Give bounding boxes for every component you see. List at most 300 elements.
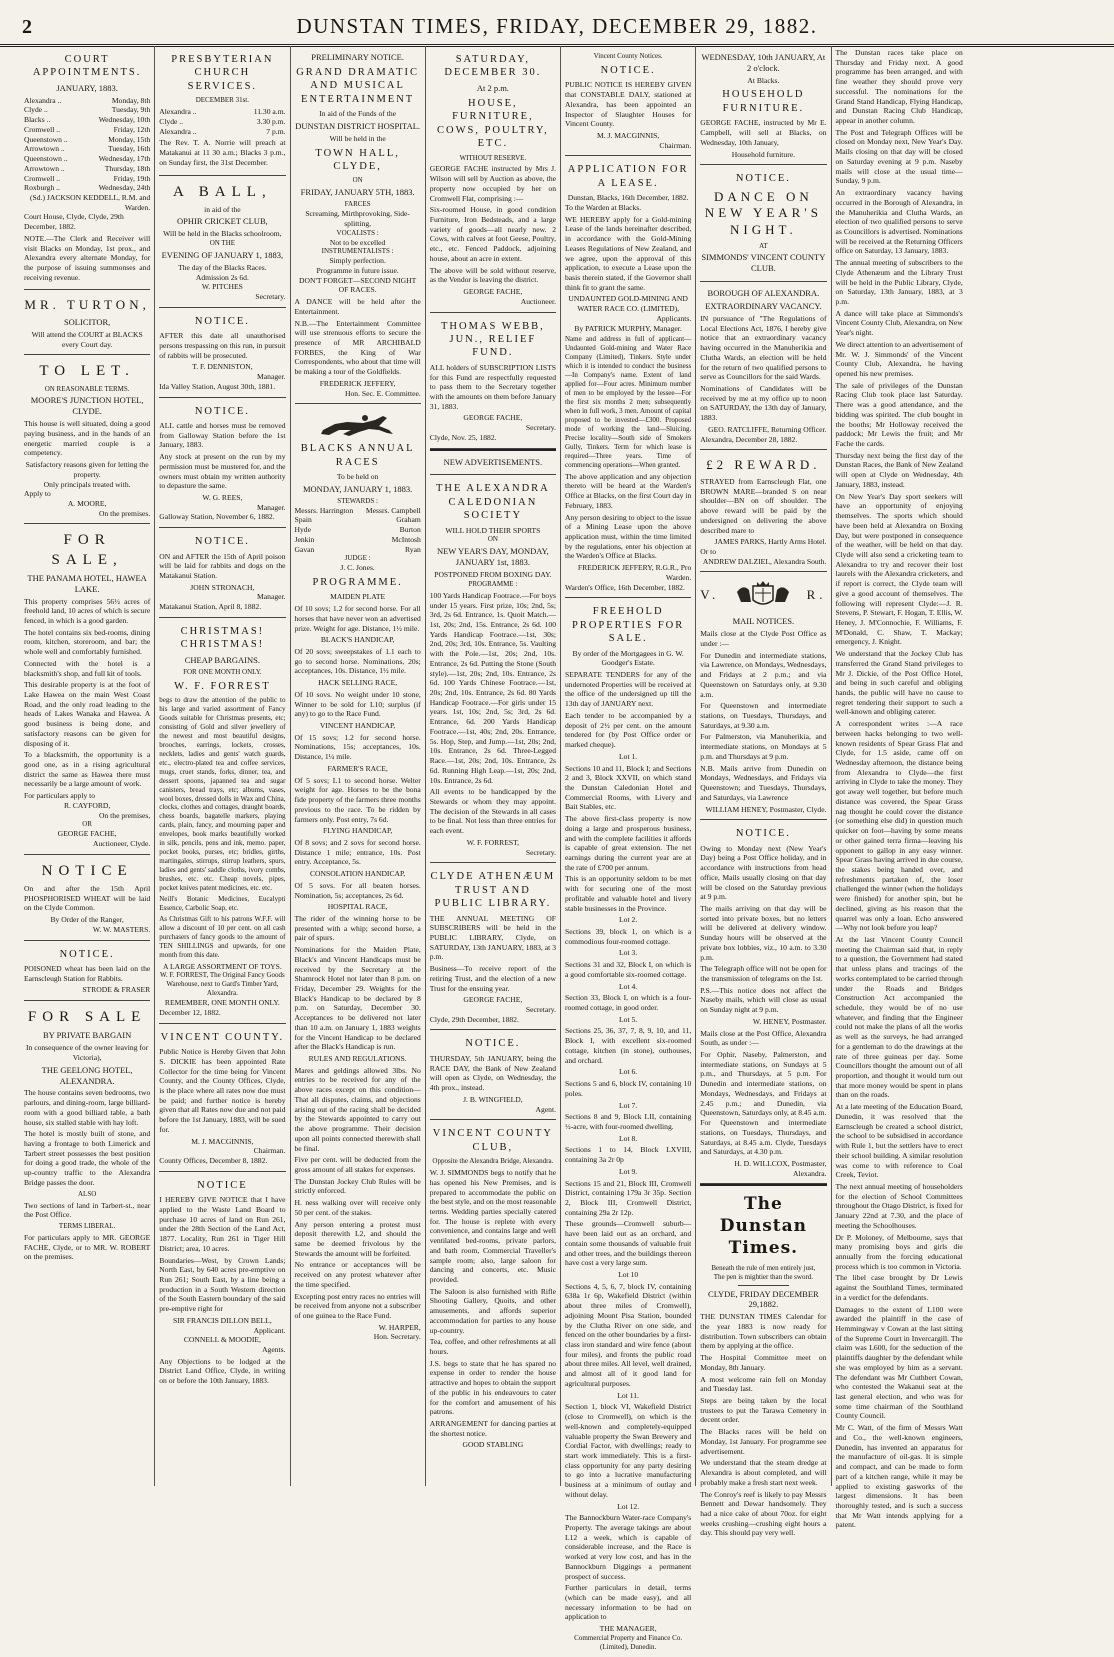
c4-sat: SATURDAY, DECEMBER 30. (444, 54, 542, 79)
court-list-row (24, 125, 150, 135)
free-lot-12: Lot 12. (617, 1501, 640, 1511)
royal-crest-icon (733, 580, 793, 610)
races-vincent-body: Of 15 sovs; 1.2 for second horse. Nominations, 15s; acceptances, 10s. Distance, 1¼ mile. (294, 732, 421, 762)
court-appointments-ad (24, 46, 150, 290)
vcc-body: W. J. SIMMONDS begs to notify that he has opened his New Premises, and is prepared to accommodate the public on the best style, and on the most reasonable terms. Wedding parties specially catered for. The house is replete with every convenience, and contains large and well ventilated bed-rooms, private parlors, and bath room, Commercial Traveller's sample room; also, large saloon for dancing and concerts, etc. Music provided. (429, 1168, 556, 1284)
free-lot-10: Lot 10 (618, 1270, 639, 1279)
free-lot-1: Lot 1. (619, 751, 638, 761)
races-farmer-body: Of 5 sovs; L1 to second horse. Welter weight for age. Horses to be the bona fide property of the farmers three months previous to the race. To be ridden by farmers only. Post entry, 7s 6d. (294, 775, 421, 824)
court-list-row-cell: Arrowtown .. (24, 163, 65, 173)
paper-title: DUNSTAN TIMES, FRIDAY, DECEMBER 29, 1882. (296, 14, 818, 38)
free-lot-8: Lot 8. (619, 1133, 638, 1143)
column-1 (20, 46, 155, 1486)
c2-notice-title: NOTICE. (194, 315, 250, 327)
notice-matakanui-ad (159, 528, 285, 618)
c5-notice-body: PUBLIC NOTICE IS HEREBY GIVEN that CONSTABLE DALY, stationed at Alexandra, has been appointed an Inspector of Slaughter Houses for Vincent County. (565, 80, 692, 129)
c4-at: At 2 p.m. (476, 82, 509, 93)
xmas-title: CHRISTMAS! CHRISTMAS! (180, 625, 265, 651)
presb-list (159, 107, 285, 136)
stewards-row (295, 506, 421, 516)
grand-dont-forget: DON'T FORGET—SECOND NIGHT OF RACES. (299, 275, 417, 295)
notice2-body: POISONED wheat has been laid on the Earnscleugh Station for Rabbits. (24, 963, 151, 983)
xmas-name: W. F. FORREST (174, 680, 271, 692)
news-p5: A dance will take place at Simmonds's Vincent County Club, Alexandra, on New Year's night. (835, 308, 963, 338)
vac-body: IN pursuance of "The Regulations of Local Elections Act, 1876, I hereby give notice that an extraordinary vacancy having occurred in the Manuherikia and Clutha Wards, an election will be held for the return of two qualified persons to serve as Councillors for the said Wards. (700, 313, 827, 382)
races-farmer: FARMER'S RACE, (327, 763, 388, 773)
c6-at-blacks: At Blacks. (747, 75, 780, 85)
xmas-month: FOR ONE MONTH ONLY. (183, 667, 262, 676)
stewards-row-cell: Ryan (405, 544, 421, 554)
races-consol: CONSOLATION HANDICAP, (309, 869, 406, 879)
reward-or: Or to (700, 546, 717, 556)
notice-body: On and after the 15th April PHOSPHORISED WHEAT will be laid on the Clyde Common. (24, 883, 151, 913)
stewards-row-cell: Hyde (294, 525, 311, 535)
vcc-body-3: Tea, coffee, and other refreshments at all hours. (429, 1337, 556, 1356)
grand-title: GRAND DRAMATIC AND MUSICAL ENTERTAINMENT (296, 66, 420, 105)
free-lot-1-body-3: This is an opportunity seldom to be met with for securing one of the most profitable and valuable hotel and livery stable businesses in the Province. (565, 874, 692, 913)
c2-notice4-body: I HEREBY GIVE NOTICE that I have applied to the Waste Land Board to purchase 10 acres of land on Run 261, under the 28th Section of the Land Act, 1877. Locality, Run 261 in Tiger Hill District; area, 10 acres. (159, 1195, 286, 1253)
presb-list-row-cell: 7 p.m. (266, 126, 286, 136)
c4-george-sign: GEORGE FACHE, (463, 287, 523, 297)
c2-notice2-mgr: Manager. (257, 502, 286, 512)
turton-title: MR. TURTON, (24, 297, 150, 313)
christmas-ad (159, 618, 285, 1024)
forsale-name-2b: Auctioneer, Clyde. (92, 839, 151, 849)
editorial (700, 1184, 826, 1545)
free-body: SEPARATE TENDERS for any of the undernoted Properties will be received at the office of the undersigned up till the 13th day of JANUARY next. (565, 670, 692, 709)
presb-list-row (159, 127, 285, 137)
races-maiden-body: Of 10 sovs; 1.2 for second horse. For all horses that have never won an advertised prize. Weight for age. Distance, 1½ mile. (294, 604, 421, 633)
forsale-body-1: This property comprises 56½ acres of freehold land, 10 acres of which is secure fenced, in which is a good garden. (24, 596, 151, 625)
c2-notice4-body2: Boundaries—West, by Crown Lands; North East, by 640 acres pre-emptive on Run 261; South East, by a line being a production in a South Western direction of the South Eastern boundary of the said pre-emptive right for (159, 1255, 286, 1314)
vc-title: VINCENT COUNTY. (160, 1031, 285, 1043)
inspector-notice-ad (565, 46, 691, 156)
turton-ad (24, 290, 150, 355)
c2-notice3-mgr: Manager. (257, 592, 286, 602)
stewards-row-cell: Burton (399, 525, 421, 535)
ball-admission: Admission 2s 6d. (195, 272, 249, 282)
vac-sign: GEO. RATCLIFFE, Returning Officer. (708, 424, 827, 434)
grand-aid: In aid of the Funds of the (319, 109, 397, 119)
column-4 (426, 46, 561, 1486)
races-rules-body-2: Five per cent. will be deducted from the gross amount of all stakes for expenses. (294, 1155, 421, 1174)
news-p10: We understand that the Jockey Club has transferred the Grand Stand privileges to Mr J. Dickie, of the Post Office Hotel, and being in such careful and obliging hands, the public will have no cause to regret tendering their support to such a well-known and obliging caterer. (835, 649, 963, 717)
news-p3: An extraordinary vacancy having occurred in the Borough of Alexandra, in the Manuherikia and Clutha Wards, an election of two qualified persons to serve as Councillors is advertised. Nominations will be received at the Returning Officers office on Saturday, 13 January, 1883. (835, 188, 963, 256)
free-lot-11-body: Section 1, block VI, Wakefield District (close to Cromwell), on which is the well-known and completely-equipped valuable property the Swan Brewery and Cordial Factor, with dwellings; ready to start work immediately. This is a first-class opportunity for any party desiring to go into a lucrative manufacturing business at a minimum of outlay and without delay. (565, 1402, 692, 1499)
grand-vocalists-body: Not to be excelled (329, 237, 386, 247)
stewards-row-cell: Jenkin (294, 534, 315, 544)
cal-postponed: POSTPONED FROM BOXING DAY. (434, 570, 552, 580)
column-7 (832, 46, 967, 1530)
news-p1: The Dunstan races take place on Thursday and Friday next. A good programme has been arranged, and with fine weather they should prove very successful. The nominations for the Grand Stand Handicap, Flying Handicap, and Dunstan Racing Club Handicap, appear in another column. (835, 48, 963, 126)
grand-farces: FARCES (344, 200, 371, 209)
court-list-row-cell: Queenstown .. (24, 154, 68, 164)
webb-title: THOMAS WEBB, JUN., RELIEF FUND. (441, 320, 545, 359)
races-stewards: STEWARDS : (337, 496, 378, 505)
stewards-row (295, 525, 421, 535)
dateline: CLYDE, FRIDAY DECEMBER 29,1882. (708, 1288, 819, 1310)
stewards-row (295, 515, 421, 525)
court-list-row (24, 105, 150, 115)
forsale-body-3: Connected with the hotel is a blacksmith's shop, and full kit of tools. (24, 658, 151, 678)
free-lot-11: Lot 11. (617, 1390, 639, 1400)
notice-sign: W. W. MASTERS. (92, 924, 151, 934)
presb-list-row-cell: Alexandra .. (159, 126, 197, 136)
c2-notice2-body2: Any stock at present on the run by my permission must be mustered for, and the owners must obtain my written authority to depasture the same. (159, 452, 286, 491)
court-list-row-cell: Blacks .. (24, 115, 51, 125)
court-date: Court House, Clyde, Clyde, 29th December, 1882. (24, 212, 124, 232)
cal-prog-body: 100 Yards Handicap Footrace.—For boys under 15 years. First prize, 10s; 2nd, 5s; 3rd, 2s 6d. Entrance, 1s. Quoit Match.—1st, 20s; 2nd, 15s. Entrance, 2s 6d. 100 Yards Handicap Footrace.—1st, 30s; 2nd, 20s; 3rd, 10s. Entrance, 5s. Vaulting with the Pole.—1st, 20s; 2nd, 10s. Entrance, 2s 6d. Putting the Stone (South style).—1st, 20s; 2nd, 10s. Entrance, 2s 6d. 100 Yards Chinese Footrace.—1st, 20s; 2nd, 10s. Entrance, 2s 6d. 80 Yards Handicap Footrace.—For girls under 15 years. 1st, 10s; 2nd, 5s; 3rd, 2s 6d. Entrance, 6d. 200 Yards Handicap Footrace.—1st, 40s; 2nd, 20s. Entrance, 5s. Hop, Step, and Jump.—1st, 20s; 2nd, 10s. Entrance, 2s 6d. Three-Legged Race.—1st, 20s; 2nd, 10s. Entrance, 2s 6d. Running High Leap.—1st, 20s; 2nd, 10s. Entrance, 2s 6d. (429, 590, 556, 785)
xmas-toys: A LARGE ASSORTMENT OF TOYS. (163, 961, 282, 971)
races-rules-body-6: No entrance or acceptances will be received on any protest whatever after the time specified. (294, 1260, 421, 1289)
entertainment-ad (295, 46, 421, 404)
cal-on: ON (487, 535, 498, 544)
c2-notice-body: AFTER this date all unauthorised persons trespassing on this run, in pursuit of rabbits will be prosecuted. (159, 331, 286, 360)
vc-sign: M. J. MACGINNIS, (191, 1136, 254, 1146)
motto-1: Beneath the rule of men entirely just, (711, 1263, 816, 1272)
court-list-row-cell: Thursday, 18th (104, 163, 151, 173)
court-list-row-cell: Tuesday, 9th (111, 105, 151, 115)
mail-sign: WILLIAM HENEY, Postmaster, Clyde. (705, 804, 827, 814)
c2-notice4-app: Applicant. (253, 1325, 286, 1335)
forsale-or: OR (82, 820, 92, 829)
grand-sec: Hon. Sec. E. Committee. (345, 388, 421, 398)
court-list-row-cell: Wednesday, 10th (98, 115, 151, 125)
masthead (0, 0, 1114, 47)
mail-body-5: N.B. Mails arrive from Dunedin on Mondays, Wednesdays, and Fridays via Queenstown; and Tuesdays, Thursdays, and Saturdays, via Lawrence (700, 763, 827, 802)
tolet-ad (24, 355, 150, 524)
notice-denniston-ad (159, 308, 285, 398)
forsale-name-1: R. CAYFORD, (63, 800, 111, 810)
news-p8: Thursday next being the first day of the Dunstan Races, the Bank of New Zealand will open at Clyde on Wednesday, 4th January, 1883, instead. (835, 450, 963, 489)
ed-body-5: The Blacks races will be held on Monday, 1st January. For programme see advertisement. (700, 1427, 827, 1456)
court-list-row (24, 154, 150, 164)
free-sign: THE MANAGER, (599, 1624, 657, 1634)
free-lot-9-body: Sections 15 and 21, Block III, Cromwell District, containing 179a 3r 35p. Section 2, Block III, Cromwell District, containing 29a 2r 12p. (565, 1178, 692, 1217)
ball-aid: in aid of the (204, 204, 241, 214)
court-list-row-cell: Queenstown .. (24, 134, 68, 144)
court-list-row-cell: Friday, 12th (113, 124, 151, 134)
tolet-title: TO LET. (39, 363, 135, 380)
vcc-title: VINCENT COUNTY CLUB, (432, 1128, 553, 1153)
c2-notice3-title: NOTICE. (194, 536, 250, 548)
presbyterian-ad (159, 46, 285, 176)
races-programme: PROGRAMME. (312, 576, 403, 588)
c2-notice3-body: ON and AFTER the 15th of April poison will be laid for rabbits and dogs on the Matakanui Station. (159, 551, 286, 581)
c6-notice2-title: NOTICE. (735, 828, 791, 840)
news-p9: On New Year's Day sport seekers will have an opportunity of enjoying themselves. The sports which should have been held at Alexandra on Boxing Day, but were postponed in consequence of the weather, will be held on that day. Clyde will also send a cricketing team to Alexandra to try and recover their lost laurels with the Alexandra cricketers, and if report is correct, the Clyde team will give a good account of themselves. The following will represent Clyde:—J. R. Stevens, P. Stewart, F. Hogan, T. Ellis, W. Heney, J. M'Connochie, F. Williams, F. M'Donald, C. Shaw, T. Mackay; emergency, J. Knight. (835, 491, 963, 647)
races-nominations: Nominations for the Maiden Plate, Black's and Vincent Handicaps must be received by the Secretary at the Shamrock Hotel not later than 8 p.m. on Friday, December 29. Weights for the Black's Handicap to be declared by 8 p.m. on Saturday, December 30. Acceptances to be delivered not later than 10 a.m. on January 1, 1883 weights for the Vincent Handicap to be declared after the Black's Handicap is run. (294, 945, 421, 1052)
court-list (24, 96, 150, 193)
forsale2-title: FOR SALE (27, 1009, 147, 1026)
ball-body: Will be held in the Blacks schoolroom, (163, 229, 282, 239)
mail-notices-ad (700, 572, 826, 820)
lib-sign: GEORGE FACHE, (463, 995, 523, 1005)
news-p11: A correspondent writes :—A race between hacks belonging to two well-known residents of Spear Grass Flat and Clyde, for 1.5 aside, came off on Wednesday afternoon, the distance being from Alexandra to Clyde—the first arriving in Clyde to take the money. They got away well together, but before much distance was covered, the Spear Grass nag thought he could cover the distance (or something else did) in question much quicker on foot—having by some means or other gained terra firma—leaving his opponent to gallop in any easy winner. Spear Grass having arrived in due course, the stakes being handed over, and refreshments partaken of, the loser challenged the winner (when the holidays were finished) for another spin, but he declined, giving as his reason that the quarrel was only a loan. Echo answered—Why not look before you leap? (835, 719, 963, 933)
grand-vocalists: VOCALISTS : (336, 228, 379, 237)
free-lot-9: Lot 9. (619, 1166, 638, 1176)
vacancy-ad (700, 282, 826, 450)
c2-notice-place: Ida Valley Station, August 30th, 1881. (159, 381, 276, 391)
c4-george-list: Six-roomed House, in good condition Furniture, Iron Bedsteads, and a large variety of goods—all nearly new. 2 Cows, with calves at foot Geese, Poultry, etc., etc. Fenced Paddock, adjoining house, about an acre in extent. (429, 205, 556, 263)
ball-sign: W. PITCHES (201, 282, 243, 292)
presb-list-row (159, 117, 285, 127)
vc-place: County Offices, December 8, 1882. (159, 1156, 268, 1166)
lease-by: By PATRICK MURPHY, Manager. (574, 323, 682, 333)
ed-body-4: Steps are being taken by the local trustees to put the Tarawa Cemetery in decent order. (700, 1396, 827, 1425)
c6-notice2-body-2: The mails arriving on that day will be sorted into private boxes, but no letters will be delivered at delivery window. Sunday hours will be observed at the private box lobbies, viz., 10 a.m. to 3.30 p.m. (700, 903, 827, 962)
royal-crest-row (700, 576, 826, 614)
stewards-row-cell: Messrs. Campbell (365, 505, 421, 515)
court-list-row (24, 164, 150, 174)
ed-body-6: We understand that the steam dredge at Alexandra is about completed, and will probably make a fresh start next week. (700, 1458, 827, 1487)
webb-body: ALL holders of SUBSCRIPTION LISTS for this Fund are respectfully requested to pass them to the Secretary together with the amounts on them before January 31, 1883. (429, 362, 556, 411)
presb-title: PRESBYTERIAN CHURCH SERVICES. (171, 54, 274, 92)
races-blacks-body: Of 20 sovs; sweepstakes of 1.1 each to go to second horse. Nominations, 20s; acceptances, 10s. Distance, 1½ mile. (294, 647, 421, 676)
lib-body: THE ANNUAL MEETING OF SUBSCRIBERS will be held in the PUBLIC LIBRARY, Clyde, on SATURDAY, 13th JANUARY, 1883, at 3 p.m. (429, 913, 556, 962)
xmas-body-3: As Christmas Gift to his patrons W.F.F. will allow a discount of 10 per cent. on all cash purchasers of fancy goods to the amount of TEN SHILLINGS and upwards, for one month from this date. (159, 914, 286, 959)
vr-left: V. (700, 587, 720, 603)
cal-body: WILL HOLD THEIR SPORTS (445, 525, 541, 535)
vincent-club-ad (430, 1120, 556, 1455)
webb-fund-ad (430, 313, 556, 449)
stewards-row-cell: Graham (396, 515, 421, 525)
cal-sec: Secretary. (525, 847, 556, 857)
c5-notice-sign: M. J. MACGINNIS, (597, 130, 660, 140)
c6-mails2-sign: H. D. WILLCOX, Postmaster, Alexandra. (734, 1158, 827, 1178)
grand-programme: Programme in future issue. (316, 265, 399, 275)
forsale-body-5: To a blacksmith, the opportunity is a good one, as in a rising agricultural district the same as Hawea there must necessarily be a large amount of work. (24, 750, 151, 789)
free-lot-1-body-2: The above first-class property is now doing a large and prosperous business, and with the complete facilities it affords is capable of great extension. The net earnings during the current year are at the rate of £700 per annum. (565, 814, 692, 872)
c4-without: WITHOUT RESERVE. (459, 153, 527, 162)
races-rules-body-5: Any person entering a protest must deposit therewith L2, and should the same be deemed frivolous by the Stewards the amount will be forfeited. (294, 1219, 421, 1258)
court-year: JANUARY, 1883. (56, 82, 118, 93)
notice-galloway-ad (159, 398, 285, 529)
grand-date: FRIDAY, JANUARY 5TH, 1883. (300, 187, 415, 198)
court-list-row-cell: Wednesday, 17th (98, 154, 151, 164)
freehold-ad (565, 598, 691, 1657)
dance-title: DANCE ON NEW YEAR'S NIGHT. (704, 188, 822, 237)
races-judge: JUDGE : (344, 554, 371, 563)
c2-notice2-title: NOTICE. (194, 405, 250, 417)
c6-household-2: Household furniture. (731, 149, 796, 159)
court-list-row-cell: Cromwell .. (24, 173, 61, 183)
free-lot-5-body: Sections 25, 36, 37, 7, 8, 9, 10, and 11, Block I, with excellent six-roomed cottage, kitchen (in stone), outhouses, and orchard. (565, 1026, 692, 1065)
court-list-row-cell: Tuesday, 16th (107, 144, 151, 154)
motto-2: The pen is mightier than the sword. (713, 1272, 814, 1281)
stewards-row (295, 545, 421, 555)
grand-instr: INSTRUMENTALISTS : (321, 247, 394, 256)
presb-date: DECEMBER 31st. (195, 96, 250, 105)
stewards-row-cell: McIntosh (391, 534, 421, 544)
races-sign: W. HARPER, (378, 1322, 421, 1332)
c6-notice-title: NOTICE. (735, 173, 791, 185)
c2-notice2-body: ALL cattle and horses must be removed from Galloway Station before the 1st January, 1883. (159, 420, 286, 450)
caledonian-ad (430, 475, 556, 863)
presb-list-row-cell: Alexandra .. (159, 107, 197, 117)
court-list-row-cell: Wednesday, 24th (98, 183, 151, 193)
free-lot-7: Lot 7. (619, 1100, 638, 1110)
reward-body: STRAYED from Earnscleugh Flat, one BROWN MARE—branded S on near shoulder—BN on off shoulder. The above reward will be paid by the undersigned on delivering the above described mare to (700, 476, 827, 535)
borough: BOROUGH OF ALEXANDRA. (707, 288, 820, 299)
forsale2-apply: For particulars apply to MR. GEORGE FACHE, Clyde, or to MR. W. ROBERT on the premises. (24, 1232, 151, 1262)
court-list-row (24, 183, 150, 193)
notice2-title: NOTICE. (59, 948, 115, 960)
notice-wheat-ad (24, 855, 150, 941)
forsale2-hotel: THE GEELONG HOTEL, ALEXANDRA. (41, 1064, 133, 1086)
tolet-hotel: MOORE'S JUNCTION HOTEL, CLYDE. (30, 395, 144, 417)
athenaeum-ad (430, 863, 556, 1030)
court-list-row-cell: Friday, 19th (113, 173, 151, 183)
xmas-body-2: Neill's Botanic Medicines, Eucalypti Essence, Carbolic Soap, etc. (159, 895, 286, 912)
forsale2-body-3: The hotel is mostly built of stone, and having a frontage to both Limerick and Tarbert street possesses the best position for doing a good trade, the whole of the up-country traffic to the Alexandra Bridge passes the door. (24, 1129, 151, 1187)
c4-notice-title: NOTICE. (465, 1038, 521, 1050)
lease-body: WE HEREBY apply for a Gold-mining Lease of the lands hereinafter described, in accordance with the Gold-Mining Leases Regulations of New Zealand, and we agree, upon the approval of this application, to execute a Lease upon the basis therein stated, if the Governor shall think fit to grant the same. (565, 214, 692, 292)
c2-notice3-place: Matakanui Station, April 8, 1882. (159, 602, 262, 612)
ball-evening: EVENING OF JANUARY 1, 1883, (161, 250, 284, 261)
lease-app: Applicants. (656, 313, 692, 323)
blacks-races-ad (295, 404, 421, 1347)
xmas-date: December 12, 1882. (159, 1007, 221, 1017)
c4-george-body-2: The above will be sold without reserve, as the Vendor is leaving the district. (429, 265, 556, 285)
stewards-row-cell: Gavan (294, 544, 315, 554)
notice-title: NOTICE (41, 862, 133, 879)
cal-sign: W. F. FORREST, (466, 837, 520, 847)
vc-body: Public Notice is Hereby Given that John S. DICKIE has been appointed Rate Collector for the time being for Vincent County, and the County Offices, Clyde, is the place where all rates now due must be paid; and further notice is hereby given that all Rates now due and not paid before the 1st January, 1883, will be sued for. (159, 1047, 286, 1134)
free-lot-6: Lot 6. (619, 1067, 638, 1077)
dance-club: SIMMONDS' VINCENT COUNTY CLUB. (701, 252, 826, 274)
reward-title: £2 REWARD. (706, 457, 821, 473)
c2-notice4-agents: Agents. (262, 1344, 286, 1354)
c6-mails2-body: For Ophir, Naseby, Palmerston, and intermediate stations, on Sundays at 5 p.m., and Thursdays, at 5 p.m. For Dunedin and intermediate stations, on Mondays, Wednesdays, and Fridays at 2.45 p.m.; and Dunedin, via Queenstown, Saturdays only, at 8.45 a.m. For Queenstown and intermediate stations, on Tuesdays, Thursdays, and Saturdays, at 8.45 a.m. Clyde, Tuesdays and Saturdays, at 4.30 p.m. (700, 1050, 827, 1157)
lease-office: Warden's Office, 16th December, 1882. (565, 582, 685, 592)
races-rules: RULES AND REGULATIONS. (308, 1054, 407, 1064)
forsale-part: For particulars apply to (24, 791, 96, 801)
c4-notice-sign: J. B. WINGFIELD, (463, 1094, 523, 1104)
divider (738, 1285, 789, 1286)
notice-land-ad (159, 1172, 285, 1393)
ball-on: ON THE (209, 239, 236, 248)
webb-sign: GEORGE FACHE, (463, 413, 523, 423)
races-flying: FLYING HANDICAP, (322, 826, 393, 836)
presb-body: The Rev. T. A. Norrie will preach at Matakanui at 11 30 a.m.; Blacks 3 p.m., on Sunday first, the 31st December. (159, 138, 286, 167)
news-p16: The libel case brought by Dr Lewis against the Southland Times, terminated in a verdict for the defendants. (835, 1273, 963, 1302)
forsale2-terms: TERMS LIBERAL. (58, 1221, 116, 1230)
tolet-terms: ON REASONABLE TERMS. (44, 384, 130, 393)
vcc-opp: Opposite the Alexandra Bridge, Alexandra. (432, 1157, 554, 1166)
races-hack-body: Of 10 sovs. No weight under 10 stone, Winner to be sold for L10; surplus (if any) to go to the Race Fund. (294, 689, 421, 719)
ball-ad (159, 176, 285, 308)
c6-notice2-body-3: The Telegraph office will not be open for the transmission of telegrams on the 1st. (700, 964, 827, 984)
ball-club: OPHIR CRICKET CLUB, (176, 216, 268, 227)
races-rules-body: Mares and geldings allowed 3lbs. No entries to be received for any of the above races except on this condition—That all disputes, claims, and objections arising out of the racing shall be decided by the Stewards appointed to carry out the above programme. Their decision upon all points connected therewith shall be final. (294, 1065, 421, 1153)
lease-company: UNDAUNTED GOLD-MINING AND WATER RACE CO. (LIMITED), (568, 294, 688, 314)
lease-to: To the Warden at Blacks. (565, 203, 642, 213)
news-p2: The Post and Telegraph Offices will be closed on Monday next, New Year's Day. Mails closing on that day will be closed on Saturday evening at 9 p.m. Naseby mails will close at the usual time—Sunday, 9 p.m. (835, 127, 963, 186)
free-lot-7-body: Sections 8 and 9, Block LII, containing ½-acre, with four-roomed dwelling. (565, 1112, 692, 1131)
presb-list-row-cell: Clyde .. (159, 116, 184, 126)
free-lot-1-body: Sections 10 and 11, Block I; and Sections 2 and 3, Block XXVII, on which stand the Dunstan Caledonian Hotel and Commercial Rooms, with Livery and Bait Stables, etc. (565, 763, 692, 812)
free-lot-4: Lot 4. (619, 981, 638, 991)
free-lot-5: Lot 5. (619, 1014, 638, 1024)
races-consol-body: Of 5 sovs. For all beaten horses. Nomination, 5s; acceptances, 2s 6d. (294, 880, 421, 900)
races-date: MONDAY, JANUARY 1, 1883. (302, 483, 413, 494)
free-body-2: Each tender to be accompanied by a deposit of 2½ per cent. on the amount tendered for (by Post Office order or marked cheque). (565, 710, 692, 750)
c2-notice2-place: Galloway Station, November 6, 1882. (159, 512, 275, 522)
notice2-sign: STRODE & FRASER (82, 985, 151, 995)
stewards-row (295, 535, 421, 545)
grand-sign: FREDERICK JEFFERY, (319, 378, 396, 388)
free-co: Commercial Property and Finance Co. (Limited), Dunedin. (574, 1633, 683, 1651)
column-2 (155, 46, 290, 1486)
xmas-remember: REMEMBER, ONE MONTH ONLY. (164, 998, 280, 1008)
lease-sign: FREDERICK JEFFERY, R.G.R., Pro Warden. (577, 563, 692, 582)
races-rules-body-3: The Dunstan Jockey Club Rules will be strictly enforced. (294, 1176, 421, 1196)
new-ads-title: NEW ADVERTISEMENTS. (443, 456, 543, 467)
forsale-name-2: GEORGE FACHE, (57, 829, 117, 839)
free-lot-9-body-2: These grounds—Cromwell suburb—have been laid out as an orchard, and contain some thousands of valuable fruit and other trees, and the buildings thereon have cost a very large sum. (565, 1219, 692, 1268)
c6-mails2: Mails close at the Post Office, Alexandra South, as under :— (700, 1028, 827, 1048)
free-lot-12-body: The Bannockburn Water-race Company's Property. The average takings are about L12 a week, which is capable of considerable increase, and the Race is worked at very low cost, and has in the Bannockburn Diggings a permanent prospect of success. (565, 1513, 692, 1581)
presb-list-row (159, 107, 285, 117)
court-list-row-cell: Monday, 8th (111, 95, 151, 105)
court-list-row (24, 144, 150, 154)
xmas-sign: W. F. FORREST, The Original Fancy Goods Warehouse, next to Gard's Timber Yard, Alexandra. (160, 971, 285, 998)
news-p17: Damages to the extent of L100 were awarded the plaintiff in the case of Hemmingway v Cowan at the last sitting of the Supreme Court in Invercargill. The claim was L600, for the seduction of the plaintiffs daughter by the defendant while she was employed by him as a servant. The defendant was Mr Cuthbert Cowan, who contested the Wakanui seat at the last general election, and who was for some time chairman of the Southland County Council. (835, 1304, 963, 1421)
reward-name-1: JAMES PARKS, Hartly Arms Hotel. (714, 537, 827, 547)
lease-body-4: Any person desiring to object to the issue of a Mining Lease upon the above application must, within the time limited by the regulations, enter his objection at the Warden's Office at Blacks. (565, 512, 692, 561)
vac-place: Alexandra, December 28, 1882. (700, 434, 798, 444)
court-list-row (24, 135, 150, 145)
auction-campbell-ad (700, 46, 826, 165)
forsale-title: FOR SALE, (51, 532, 123, 568)
grand-hall: TOWN HALL, CLYDE, (315, 147, 400, 172)
grand-held: Will be held in the (329, 133, 386, 143)
news-p7: The sale of privileges of the Dunstan Racing Club took place last Saturday. There was a good attendance, and the bidding was spirited. The club bought in the booths; Mr Holloway received the paddock; Mr Lewis the fruit; and Mr Fache the cards. (835, 380, 963, 449)
notice-order: By Order of the Ranger, (50, 915, 124, 925)
forsale-name-1b: On the premises, (99, 810, 151, 820)
vincent-county-ad (159, 1024, 285, 1172)
free-lot-3-body: Sections 31 and 32, Block I, on which is a good comfortable six-roomed cottage. (565, 960, 692, 979)
c4-george-body: GEORGE FACHE instructed by Mrs J. Wilson will sell by Auction as above, the property now occupied by her on Cromwell Flat, comprising :— (429, 164, 556, 203)
lib-place: Clyde, 29th December, 1882. (429, 1014, 519, 1024)
forsale-body-4: This desirable property is at the foot of Lake Hawea on the main West Coast Road, and the only road leading to the heads of Lakes Wanaka and Hawea. A good business is being done, and satisfactory reasons can be given for disposing of it. (24, 680, 151, 748)
cal-title: THE ALEXANDRA CALEDONIAN SOCIETY (435, 483, 550, 522)
c2-notice4-title: NOTICE (197, 1179, 248, 1191)
c4-george-auc: Auctioneer. (520, 296, 556, 306)
news-p13: At a late meeting of the Education Board, Dunedin, it was resolved that the Earnscleugh be created a school district, the school to be subsidised in accordance with Rule 1, but the settlers have to erect their school building. A similar resolution was come to with reference to Coal Creek, Teviot. (835, 1102, 963, 1180)
c2-notice-mgr: Manager. (257, 372, 286, 382)
prelim-notice: PRELIMINARY NOTICE. (311, 52, 404, 62)
forsale2-body-1: In consequence of the owner leaving for Victoria), (25, 1043, 149, 1062)
paper-flag: The Dunstan Times. (719, 1194, 807, 1258)
races-rules-body-7: Excepting post entry races no entries will be received from anyone not a subscriber of one guinea to the Race Fund. (294, 1291, 421, 1320)
tolet-body: This house is well situated, doing a good paying business, and in the hands of an energetic married couple is a competency. (24, 419, 151, 458)
reward-name-2: ANDREW DALZIEL, Alexandra South. (702, 556, 827, 566)
columns (20, 46, 1102, 1651)
races-rules-body-4: H. ness walking over will receive only 50 per cent. of the stakes. (294, 1198, 421, 1217)
c2-notice4-agent: CONNELL & MOODIE, (183, 1335, 261, 1345)
mail-title: MAIL NOTICES. (732, 616, 795, 627)
races-maiden: MAIDEN PLATE (330, 592, 386, 602)
notice-poison-ad (24, 941, 150, 1002)
holiday-notice-ad (700, 820, 826, 1184)
auction-wilson-ad (430, 46, 556, 313)
races-hack: HACK SELLING RACE, (318, 678, 398, 688)
c6-george-body: GEORGE FACHE, instructed by Mr E. Campbell, will sell at Blacks, on Wednesday, 10th January, (700, 118, 827, 147)
forsale-panama-ad (24, 524, 150, 854)
column-5 (561, 46, 696, 1651)
